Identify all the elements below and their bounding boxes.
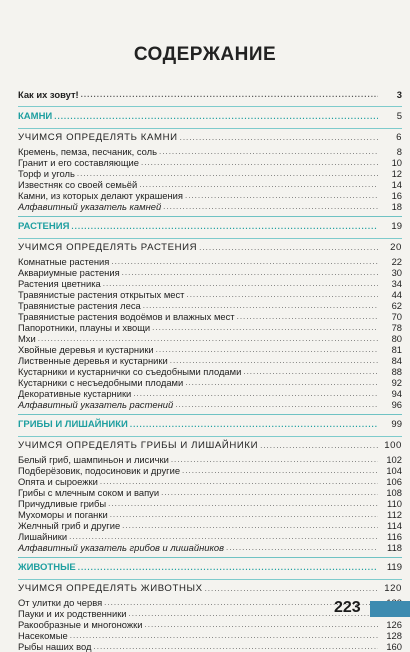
entry-label: Пауки и их родственники <box>18 608 127 619</box>
entry-label: УЧИМСЯ ОПРЕДЕЛЯТЬ ЖИВОТНЫХ <box>18 583 203 594</box>
section-page: 5 <box>396 111 402 122</box>
entry-page: 18 <box>391 201 402 212</box>
toc-entry[interactable] <box>18 333 402 344</box>
entry-label: Грибы с млечным соком и вапуи <box>18 487 160 498</box>
section-title: ЖИВОТНЫЕ <box>18 562 76 573</box>
dot-leader <box>81 88 378 102</box>
entry-label: Известняк со своей семьёй <box>18 179 138 190</box>
toc-entry[interactable] <box>18 465 402 476</box>
toc-entry[interactable] <box>18 289 402 300</box>
entry-page: 116 <box>387 531 402 542</box>
entry-label: Насекомые <box>18 630 68 641</box>
dot-leader <box>159 146 378 157</box>
entry-page: 126 <box>386 619 402 630</box>
divider <box>18 238 402 239</box>
dot-leader <box>237 311 378 322</box>
entry-label: Мхи <box>18 333 36 344</box>
entry-label: Растения цветника <box>18 278 101 289</box>
toc-entry[interactable] <box>18 179 402 190</box>
toc-entry[interactable] <box>18 619 402 630</box>
dot-leader <box>94 641 379 652</box>
dot-leader <box>185 190 378 201</box>
page-title: СОДЕРЖАНИЕ <box>133 44 277 65</box>
dot-leader <box>122 520 378 531</box>
dot-leader <box>77 168 378 179</box>
toc-entry[interactable] <box>18 366 402 377</box>
dot-leader <box>38 333 378 344</box>
dot-leader <box>54 110 378 124</box>
entry-label: Как их зовут! <box>18 89 79 100</box>
toc-entry[interactable] <box>18 278 402 289</box>
entry-page: 96 <box>391 399 402 410</box>
toc-entry[interactable] <box>18 311 402 322</box>
entry-page: 78 <box>391 322 402 333</box>
divider <box>18 106 402 107</box>
entry-label: Алфавитный указатель грибов и лишайников <box>18 542 224 553</box>
entry-label: Травянистые растения леса <box>18 300 141 311</box>
toc-entry[interactable] <box>18 300 402 311</box>
entry-label: УЧИМСЯ ОПРЕДЕЛЯТЬ ГРИБЫ И ЛИШАЙНИКИ <box>18 440 259 451</box>
dot-leader <box>78 561 378 575</box>
toc-entry[interactable] <box>18 476 402 487</box>
dot-leader <box>70 630 378 641</box>
dot-leader <box>141 157 378 168</box>
entry-page: 112 <box>387 509 402 520</box>
section-heading[interactable] <box>18 110 402 124</box>
section-title: ГРИБЫ И ЛИШАЙНИКИ <box>18 419 128 430</box>
entry-label: Торф и уголь <box>18 168 75 179</box>
entry-page: 20 <box>390 242 402 253</box>
dot-leader <box>161 487 378 498</box>
entry-label: Хвойные деревья и кустарники <box>18 344 154 355</box>
divider <box>18 579 402 580</box>
toc-sections <box>18 110 402 652</box>
dot-leader <box>199 242 378 253</box>
index-entry[interactable] <box>18 399 402 410</box>
dot-leader <box>103 278 378 289</box>
entry-label: Гранит и его составляющие <box>18 157 139 168</box>
toc-entry[interactable] <box>18 487 402 498</box>
dot-leader <box>69 531 378 542</box>
toc-entry[interactable] <box>18 344 402 355</box>
entry-label: Желчный гриб и другие <box>18 520 121 531</box>
subsection-entry[interactable] <box>18 440 402 451</box>
toc-entry[interactable] <box>18 498 402 509</box>
toc-entry[interactable] <box>18 531 402 542</box>
entry-label: Алфавитный указатель камней <box>18 201 162 212</box>
entry-label: УЧИМСЯ ОПРЕДЕЛЯТЬ РАСТЕНИЯ <box>18 242 198 253</box>
dot-leader <box>122 267 378 278</box>
section-title: РАСТЕНИЯ <box>18 221 70 232</box>
divider <box>18 216 402 217</box>
entry-page: 34 <box>391 278 402 289</box>
entry-page: 92 <box>391 377 402 388</box>
section-heading[interactable] <box>18 561 402 575</box>
dot-leader <box>243 366 378 377</box>
entry-page: 81 <box>391 344 402 355</box>
entry-page: 14 <box>391 179 402 190</box>
entry-page: 6 <box>396 132 402 143</box>
dot-leader <box>205 583 378 594</box>
entry-label: Опята и сыроежки <box>18 476 98 487</box>
dot-leader <box>175 399 378 410</box>
dot-leader <box>226 542 378 553</box>
entry-label: Кремень, пемза, песчаник, соль <box>18 146 158 157</box>
section-title: КАМНИ <box>18 111 53 122</box>
entry-page: 70 <box>391 311 402 322</box>
entry-label: Травянистые растения открытых мест <box>18 289 185 300</box>
entry-page: 108 <box>386 487 402 498</box>
entry-label: Травянистые растения водоёмов и влажных мест <box>18 311 235 322</box>
dot-leader <box>71 220 378 234</box>
divider <box>18 414 402 415</box>
entry-page: 8 <box>396 146 402 157</box>
entry-page: 16 <box>391 190 402 201</box>
toc-entry[interactable] <box>18 256 402 267</box>
entry-label: Белый гриб, шампиньон и лисички <box>18 454 169 465</box>
toc-entry[interactable] <box>18 630 402 641</box>
dot-leader <box>186 289 378 300</box>
entry-page: 12 <box>391 168 402 179</box>
dot-leader <box>182 465 378 476</box>
entry-page: 102 <box>386 454 402 465</box>
section-page: 119 <box>386 562 402 573</box>
footer-color-bar <box>370 601 410 617</box>
dot-leader <box>171 454 378 465</box>
entry-page: 44 <box>391 289 402 300</box>
entry-page: 3 <box>396 89 402 100</box>
table-of-contents <box>18 88 402 652</box>
divider <box>18 557 402 558</box>
entry-page: 114 <box>387 520 402 531</box>
toc-entry[interactable] <box>18 641 402 652</box>
entry-page: 80 <box>391 333 402 344</box>
entry-label: Мухоморы и поганки <box>18 509 108 520</box>
toc-entry[interactable] <box>18 388 402 399</box>
entry-label: Кустарники и кустарнички со съедобными плодами <box>18 366 242 377</box>
entry-label: Папоротники, плауны и хвощи <box>18 322 151 333</box>
entry-page: 88 <box>391 366 402 377</box>
dot-leader <box>180 132 378 143</box>
dot-leader <box>133 388 378 399</box>
entry-page: 22 <box>391 256 402 267</box>
section-page: 19 <box>391 221 402 232</box>
toc-intro-entry[interactable] <box>18 88 402 102</box>
index-entry[interactable] <box>18 201 402 212</box>
entry-label: Подберёзовик, подосиновик и другие <box>18 465 181 476</box>
toc-entry[interactable] <box>18 168 402 179</box>
dot-leader <box>111 256 378 267</box>
toc-entry[interactable] <box>18 355 402 366</box>
entry-page: 128 <box>386 630 402 641</box>
entry-page: 120 <box>384 583 402 594</box>
entry-label: Комнатные растения <box>18 256 110 267</box>
entry-page: 106 <box>386 476 402 487</box>
entry-label: Камни, из которых делают украшения <box>18 190 183 201</box>
subsection-entry[interactable] <box>18 583 402 594</box>
toc-entry[interactable] <box>18 322 402 333</box>
entry-label: Алфавитный указатель растений <box>18 399 174 410</box>
entry-label: От улитки до червя <box>18 597 103 608</box>
toc-entry[interactable] <box>18 157 402 168</box>
dot-leader <box>143 300 378 311</box>
entry-page: 94 <box>391 388 402 399</box>
entry-page: 84 <box>391 355 402 366</box>
dot-leader <box>108 498 378 509</box>
entry-label: Причудливые грибы <box>18 498 107 509</box>
entry-label: Лишайники <box>18 531 68 542</box>
section-heading[interactable] <box>18 220 402 234</box>
entry-label: Декоративные кустарники <box>18 388 132 399</box>
entry-page: 10 <box>391 157 402 168</box>
divider <box>18 436 402 437</box>
entry-page: 104 <box>386 465 402 476</box>
toc-entry[interactable] <box>18 146 402 157</box>
dot-leader <box>100 476 378 487</box>
toc-entry[interactable] <box>18 454 402 465</box>
page-number: 223 <box>334 599 361 616</box>
dot-leader <box>152 322 378 333</box>
entry-page: 160 <box>386 641 402 652</box>
dot-leader <box>139 179 378 190</box>
entry-label: УЧИМСЯ ОПРЕДЕЛЯТЬ КАМНИ <box>18 132 178 143</box>
entry-page: 118 <box>387 542 402 553</box>
entry-label: Ракообразные и многоножки <box>18 619 143 630</box>
toc-entry[interactable] <box>18 267 402 278</box>
dot-leader <box>170 355 378 366</box>
entry-label: Рыбы наших вод <box>18 641 92 652</box>
entry-label: Лиственные деревья и кустарники <box>18 355 168 366</box>
toc-entry[interactable] <box>18 520 402 531</box>
entry-label: Кустарники с несъедобными плодами <box>18 377 184 388</box>
dot-leader <box>163 201 378 212</box>
dot-leader <box>260 440 378 451</box>
entry-label: Аквариумные растения <box>18 267 120 278</box>
divider <box>18 128 402 129</box>
subsection-entry[interactable] <box>18 242 402 253</box>
dot-leader <box>110 509 378 520</box>
subsection-entry[interactable] <box>18 132 402 143</box>
section-heading[interactable] <box>18 418 402 432</box>
entry-page: 110 <box>387 498 402 509</box>
dot-leader <box>156 344 378 355</box>
dot-leader <box>185 377 378 388</box>
index-entry[interactable] <box>18 542 402 553</box>
toc-entry[interactable] <box>18 509 402 520</box>
dot-leader <box>145 619 378 630</box>
toc-entry[interactable] <box>18 190 402 201</box>
entry-page: 62 <box>391 300 402 311</box>
dot-leader <box>130 418 378 432</box>
toc-entry[interactable] <box>18 377 402 388</box>
entry-page: 30 <box>391 267 402 278</box>
section-page: 99 <box>391 419 402 430</box>
entry-page: 100 <box>384 440 402 451</box>
